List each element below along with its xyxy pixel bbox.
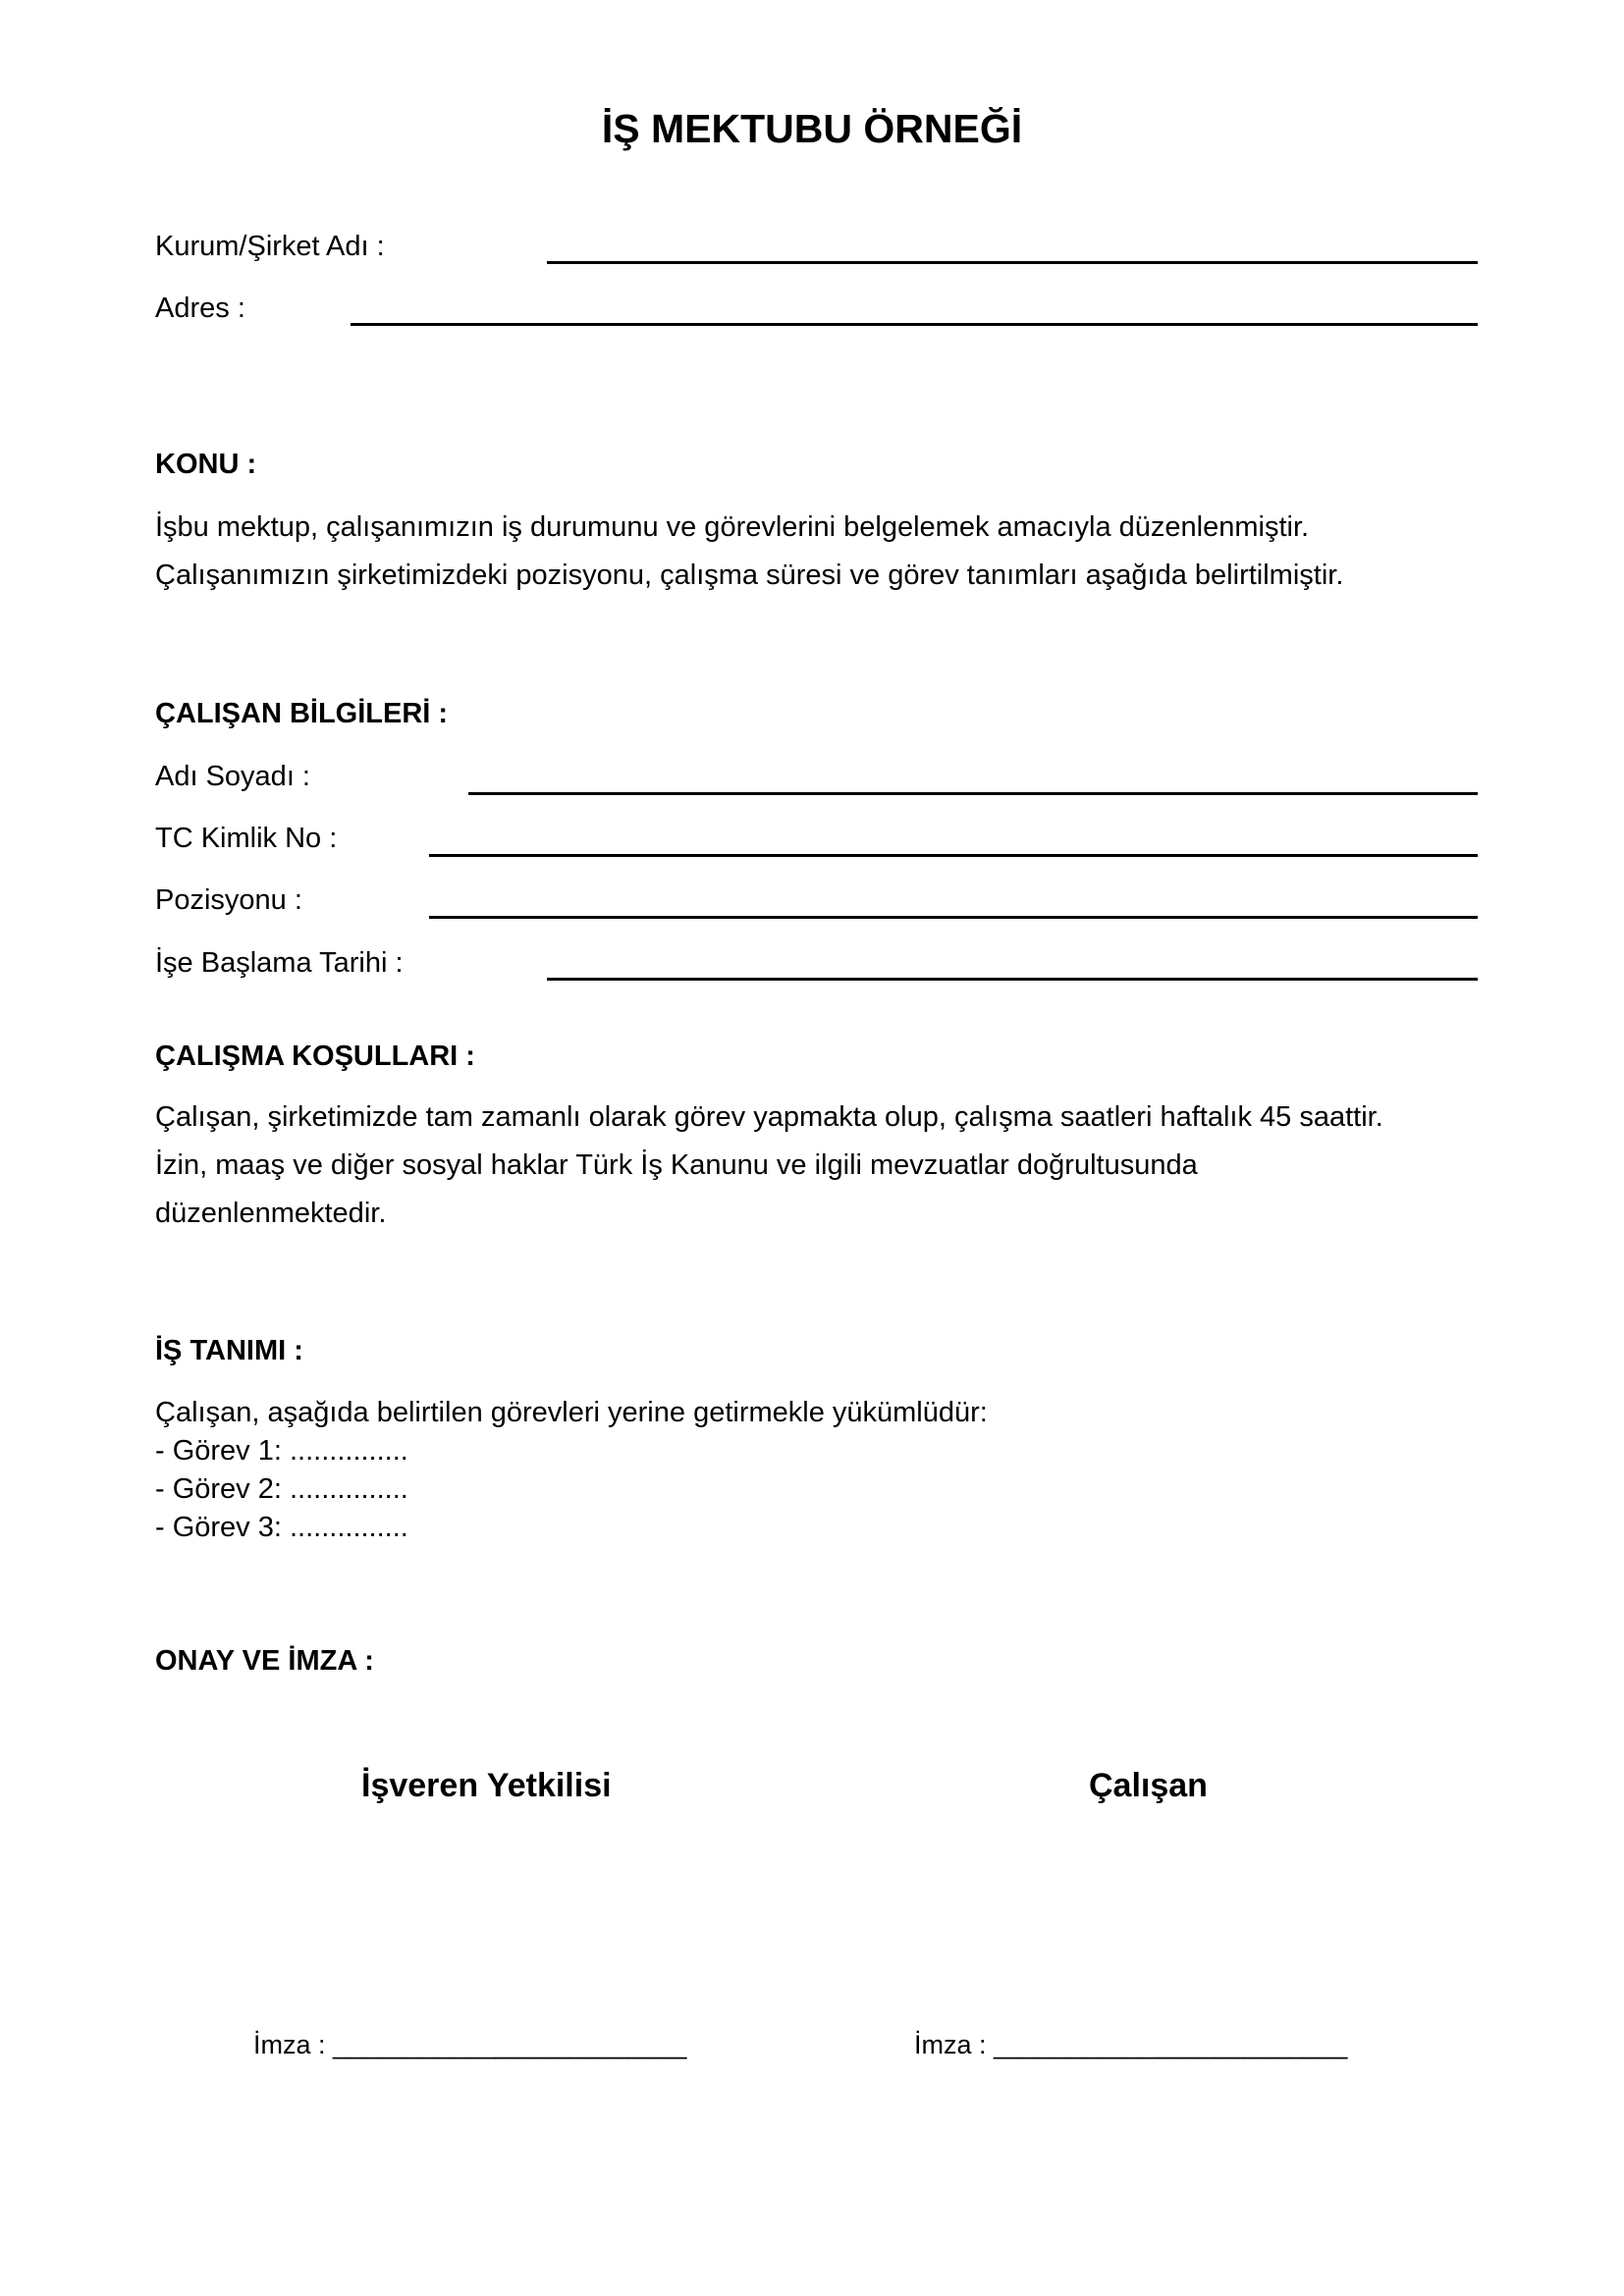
position-label: Pozisyonu : (155, 884, 302, 916)
conditions-paragraph (155, 1094, 1490, 1238)
konu-line-2: Çalışanımızın şirketimizdeki pozisyonu, çalışma süresi ve görev tanımları aşağıda belirtilmiştir. (155, 560, 1344, 591)
address-field[interactable] (351, 323, 1478, 326)
company-name-field[interactable] (547, 261, 1478, 264)
employee-signature-field[interactable]: İmza : ________________________ (914, 2030, 1348, 2059)
task-item-3: - Görev 3: ............... (155, 1512, 408, 1543)
conditions-line-1: Çalışan, şirketimizde tam zamanlı olarak görev yapmakta olup, çalışma saatleri haftalık 45 saattir. (155, 1101, 1383, 1133)
address-label: Adres : (155, 293, 245, 324)
conditions-heading: ÇALIŞMA KOŞULLARI : (155, 1041, 475, 1072)
position-field[interactable] (429, 916, 1478, 919)
tc-label: TC Kimlik No : (155, 823, 338, 854)
conditions-line-3: düzenlenmektedir. (155, 1198, 387, 1229)
konu-line-1: İşbu mektup, çalışanımızın iş durumunu ve görevlerini belgelemek amacıyla düzenlenmiştir. (155, 511, 1310, 543)
employer-title: İşveren Yetkilisi (361, 1767, 612, 1804)
company-name-label: Kurum/Şirket Adı : (155, 231, 385, 262)
task-item-1: - Görev 1: ............... (155, 1435, 408, 1467)
job-heading: İŞ TANIMI : (155, 1335, 303, 1366)
approval-heading: ONAY VE İMZA : (155, 1645, 374, 1677)
tc-field[interactable] (429, 854, 1478, 857)
document-title: İŞ MEKTUBU ÖRNEĞİ (601, 106, 1023, 151)
start-date-label: İşe Başlama Tarihi : (155, 947, 404, 979)
job-list (155, 1394, 988, 1547)
konu-heading: KONU : (155, 449, 257, 480)
employee-title: Çalışan (1089, 1767, 1208, 1804)
employee-info-heading: ÇALIŞAN BİLGİLERİ : (155, 698, 449, 729)
conditions-line-2: İzin, maaş ve diğer sosyal haklar Türk İş Kanunu ve ilgili mevzuatlar doğrultusunda (155, 1149, 1198, 1181)
job-intro: Çalışan, aşağıda belirtilen görevleri yerine getirmekle yükümlüdür: (155, 1397, 988, 1428)
start-date-field[interactable] (547, 978, 1478, 981)
konu-paragraph (155, 504, 1490, 600)
employer-signature-field[interactable]: İmza : ________________________ (253, 2030, 687, 2059)
name-field[interactable] (468, 792, 1478, 795)
task-item-2: - Görev 2: ............... (155, 1473, 408, 1505)
name-label: Adı Soyadı : (155, 761, 310, 792)
